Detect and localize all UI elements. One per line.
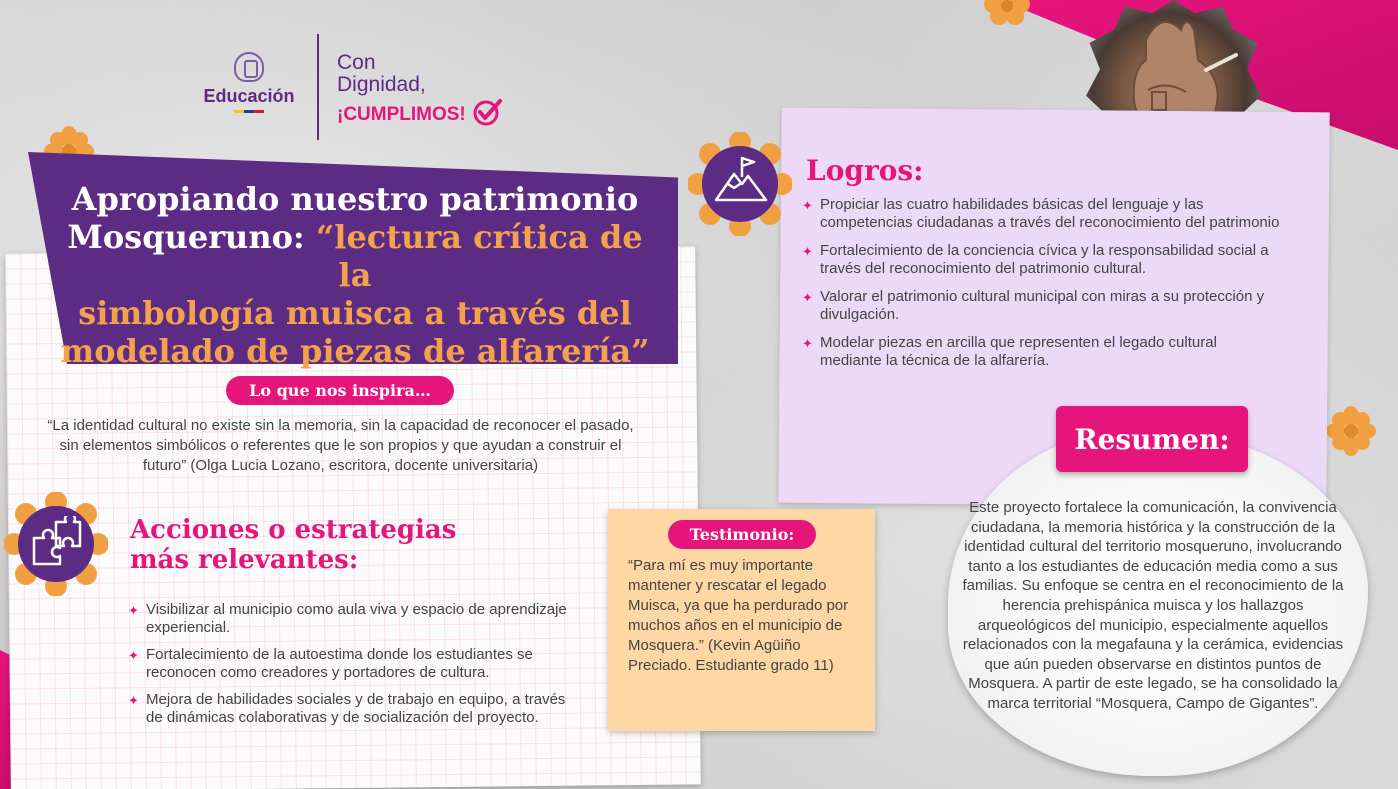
title-line2-plain: Mosqueruno:: [67, 218, 316, 256]
mountain-flag-icon: [712, 154, 770, 210]
flower-decoration-right: [1326, 406, 1376, 456]
four-point-star-icon: ✦: [802, 244, 813, 259]
slogan-line2: Dignidad,: [337, 73, 426, 96]
four-point-star-icon: ✦: [802, 336, 813, 351]
slogan: [337, 52, 504, 128]
slogan-line3: ¡CUMPLIMOS!: [337, 104, 466, 125]
testimonio-text: “Para mí es muy importante mantener y rescatar el legado Muisca, ya que ha perdurado por muchos años en el municipio de Mosquera.” (Kevin Agüiño Preciado. Estudiante grado 11): [628, 557, 849, 674]
resumen-text: Este proyecto fortalece la comunicación, la convivencia ciudadana, la memoria histórica y la construcción de la identidad cultural del territorio mosquerunо, involucrando tanto a los estudiantes de educación media como a sus familias. Su enfoque se centra en el reconocimiento de la herencia prehispánica muisca y los hallazgos arqueológicos del municipio, especialmente aquellos relacionados con la megafauna y la cerámica, evidencias que aún pueden observarse en distintos puntos de Mosquera. A partir de este legado, se ha consolidado la marca territorial “Mosquera, Campo de Gigantes”.: [962, 499, 1344, 712]
list-item: [802, 288, 1282, 324]
header-divider: [317, 34, 319, 140]
list-item-text: Modelar piezas en arcilla que representen el legado cultural mediante la técnica de la alfarería.: [820, 334, 1217, 369]
inspira-label: Lo que nos inspira…: [226, 376, 454, 405]
list-item: [802, 242, 1282, 278]
inspira-quote: “La identidad cultural no existe sin la memoria, sin la capacidad de reconocer el pasado, sin elementos simbólicos o referentes que le son propios y que ayudan a construir el futuro” (Olga Lucia Lozano, escritora, docente universitaria): [47, 417, 634, 474]
acciones-title-line2: más relevantes:: [130, 545, 359, 575]
ministry-logo: [198, 52, 300, 122]
slogan-line1: Con: [337, 51, 376, 74]
list-item-text: Visibilizar al municipio como aula viva y espacio de aprendizaje experiencial.: [146, 601, 567, 636]
title-line1: Apropiando nuestro patrimonio: [71, 180, 639, 218]
list-item-text: Fortalecimiento de la autoestima donde los estudiantes se reconocen como creadores y portadores de cultura.: [146, 646, 533, 681]
four-point-star-icon: ✦: [802, 290, 813, 305]
acciones-list: [128, 601, 578, 736]
four-point-star-icon: ✦: [128, 648, 139, 663]
four-point-star-icon: ✦: [802, 198, 813, 213]
list-item-text: Mejora de habilidades sociales y de trabajo en equipo, a través de dinámicas colaborativas y de socialización del proyecto.: [146, 691, 566, 726]
flower-decoration-top: [983, 0, 1031, 26]
logros-title: Logros:: [806, 154, 924, 187]
project-title: [55, 180, 655, 370]
list-item: [802, 196, 1282, 232]
testimonio-label: Testimonio:: [668, 520, 816, 549]
logros-list: [802, 196, 1282, 380]
title-line4: modelado de piezas de alfarería”: [60, 332, 650, 370]
list-item-text: Valorar el patrimonio cultural municipal con miras a su protección y divulgación.: [820, 288, 1265, 323]
list-item-text: Fortalecimiento de la conciencia cívica y la responsabilidad social a través del reconocimiento del patrimonio cultural.: [820, 242, 1269, 277]
crest-icon: [234, 52, 264, 82]
list-item: [128, 691, 578, 727]
title-line3: simbología muisca a través del: [78, 294, 632, 332]
ministry-label: Educación: [203, 86, 295, 106]
list-item-text: Propiciar las cuatro habilidades básicas del lenguaje y las competencias ciudadanas a través del reconocimiento del patrimonio: [820, 196, 1280, 231]
list-item: [128, 646, 578, 682]
title-line2-highlight: “lectura crítica de la: [315, 218, 643, 294]
puzzle-icon: [26, 516, 84, 572]
flag-icon: [234, 110, 264, 113]
list-item: [802, 334, 1282, 370]
check-circle-icon: [472, 96, 504, 128]
four-point-star-icon: ✦: [128, 693, 139, 708]
acciones-title-line1: Acciones o estrategias: [130, 515, 457, 545]
acciones-title: [130, 515, 530, 575]
four-point-star-icon: ✦: [128, 603, 139, 618]
resumen-title: Resumen:: [1056, 406, 1248, 472]
list-item: [128, 601, 578, 637]
